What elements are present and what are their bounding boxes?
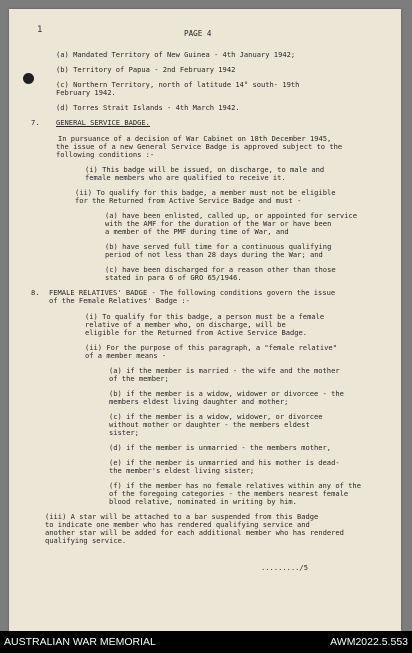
clause-line: without mother or daughter - the members eldest <box>109 420 310 429</box>
clause-line: (ii) For the purpose of this paragraph, a "female relative" <box>85 343 337 352</box>
clause-line: blood relative, nominated in writing by him. <box>109 497 297 506</box>
footer-left: AUSTRALIAN WAR MEMORIAL <box>4 636 156 648</box>
clause-line: sister; <box>109 428 139 437</box>
clause-line: qualifying service. <box>45 536 127 545</box>
top-mark: 1 <box>37 25 43 35</box>
clause-line: stated in para 6 of GRO 65/1946. <box>105 273 242 282</box>
clause-line: members eldest living daughter and mother; <box>109 397 289 406</box>
section-number: 7. <box>31 118 40 127</box>
clause-line: (i) To qualify for this badge, a person must be a female <box>85 312 325 321</box>
section-heading: of the Female Relatives' Badge :- <box>49 296 190 305</box>
list-item: February 1942. <box>56 88 116 97</box>
clause-line: of a member means - <box>85 351 167 360</box>
clause-line: the member's eldest living sister; <box>109 466 255 475</box>
list-item: (b) Territory of Papua - 2nd February 1942 <box>56 65 236 74</box>
page-header: PAGE 4 <box>184 29 212 38</box>
clause-line: (c) if the member is a widow, widower, or divorcee <box>109 412 323 421</box>
clause-line: of the member; <box>109 374 169 383</box>
clause-line: (e) if the member is unmarried and his mother is dead- <box>109 458 340 467</box>
clause-line: a member of the PMF during time of War, and <box>105 227 289 236</box>
clause-line: (b) have served full time for a continuous qualifying <box>105 242 332 251</box>
clause-line: of the foregoing categories - the members nearest female <box>109 489 349 498</box>
footer-right: AWM2022.5.553 <box>330 636 408 648</box>
paragraph-line: In pursuance of a decision of War Cabinet on 18th December 1945, <box>58 134 332 143</box>
clause-line: female members who are qualified to receive it. <box>85 173 286 182</box>
list-item: (c) Northern Territory, north of latitude 14° south- 19th <box>56 80 300 89</box>
clause-line: (f) if the member has no female relatives within any of the <box>109 481 361 490</box>
archive-footer <box>0 631 412 653</box>
clause-line: to indicate one member who has rendered qualifying service and <box>45 520 310 529</box>
section-heading: GENERAL SERVICE BADGE. <box>56 118 150 127</box>
section-heading: FEMALE RELATIVES' BADGE - The following conditions govern the issue <box>49 288 336 297</box>
clause-line: (c) have been discharged for a reason other than those <box>105 265 336 274</box>
clause-line: relative of a member who, on discharge, will be <box>85 320 286 329</box>
clause-line: (a) if the member is married - the wife and the mother <box>109 366 340 375</box>
list-item: (a) Mandated Territory of New Guinea - 4th January 1942; <box>56 50 296 59</box>
list-item: (d) Torres Strait Islands - 4th March 1942. <box>56 103 240 112</box>
clause-line: eligible for the Returned from Active Service Badge. <box>85 328 308 337</box>
punch-hole <box>23 73 34 84</box>
continuation-mark: ........./5 <box>261 563 308 572</box>
clause-line: with the AMF for the duration of the War or have been <box>105 219 332 228</box>
paragraph-line: the issue of a new General Service Badge is approved subject to the <box>56 142 343 151</box>
clause-line: period of not less than 28 days during the War; and <box>105 250 323 259</box>
clause-line: (d) if the member is unmarried - the members mother, <box>109 443 332 452</box>
section-number: 8. <box>31 288 40 297</box>
clause-line: for the Returned from Active Service Badge and must - <box>75 196 302 205</box>
clause-line: another star will be added for each additional member who has rendered <box>45 528 344 537</box>
clause-line: (i) This badge will be issued, on discharge, to male and <box>85 165 325 174</box>
clause-line: (ii) To qualify for this badge, a member must not be eligible <box>75 188 336 197</box>
document-page <box>9 9 401 631</box>
clause-line: (b) if the member is a widow, widower or divorcee - the <box>109 389 344 398</box>
paragraph-line: following conditions :- <box>56 150 155 159</box>
clause-line: (a) have been enlisted, called up, or appointed for service <box>105 211 357 220</box>
clause-line: (iii) A star will be attached to a bar suspended from this Badge <box>45 512 319 521</box>
